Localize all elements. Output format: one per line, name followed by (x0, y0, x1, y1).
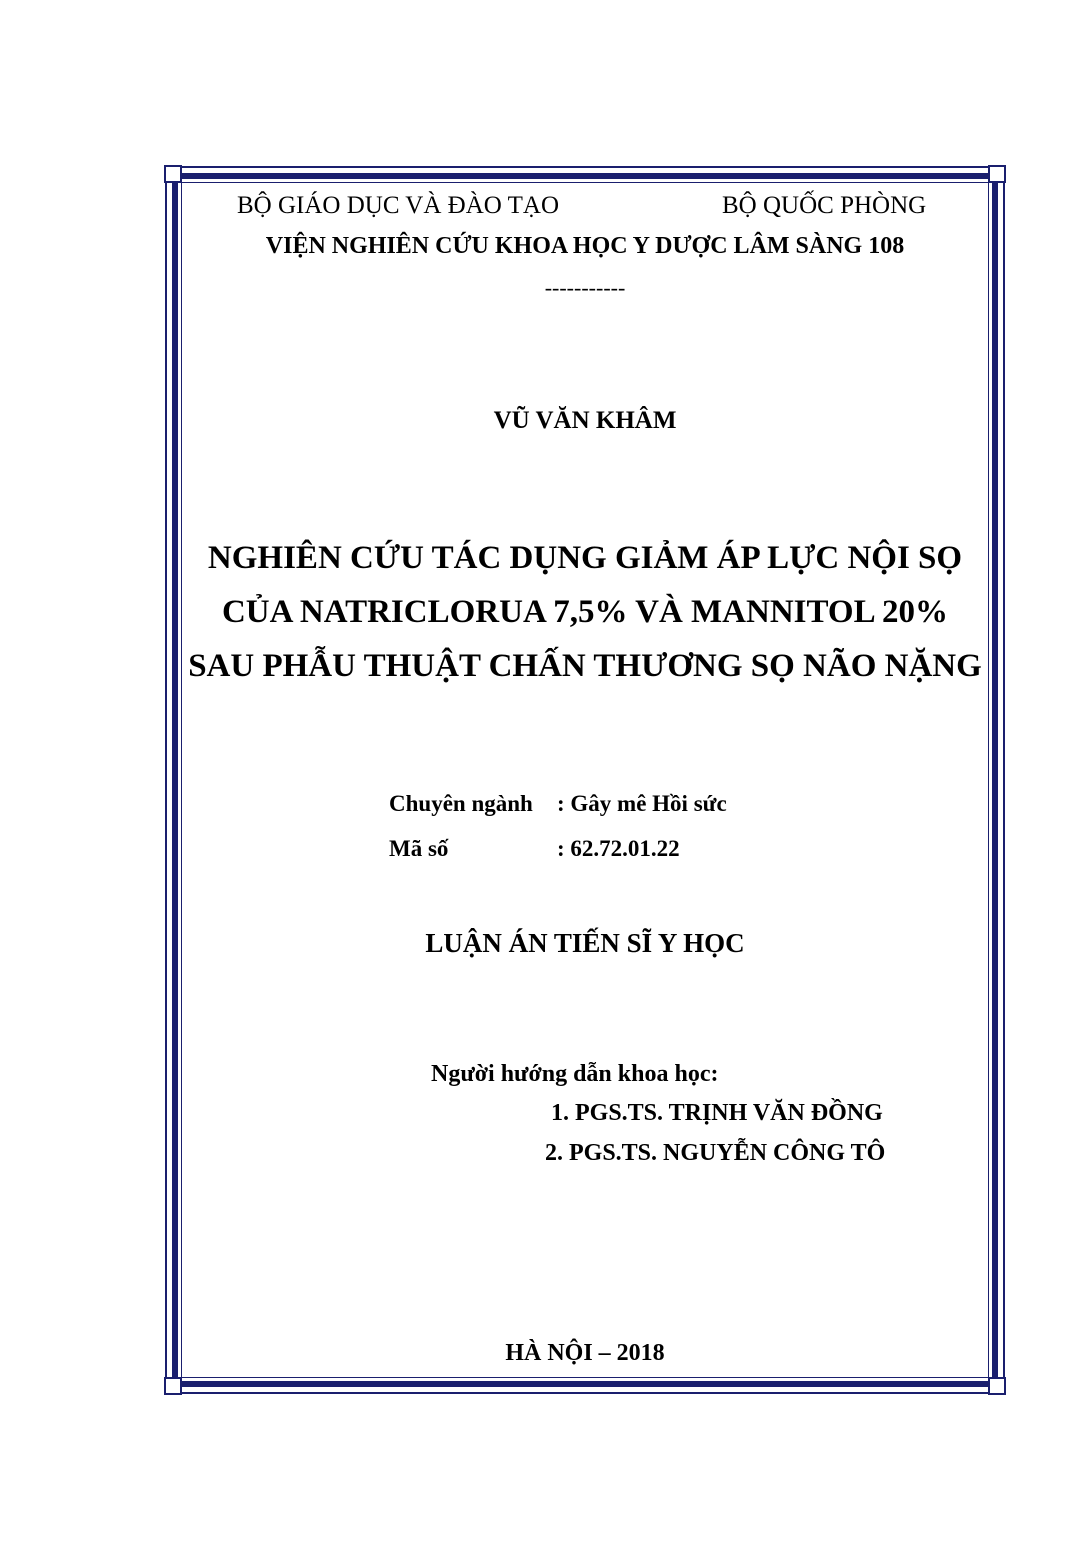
header-separator: ----------- (544, 275, 626, 300)
advisor-item: 1. PGS.TS. TRỊNH VĂN ĐỒNG (551, 1100, 883, 1126)
author-name: VŨ VĂN KHÂM (493, 407, 677, 434)
frame-corner-ornament (164, 165, 182, 183)
degree-title: LUẬN ÁN TIẾN SĨ Y HỌC (425, 928, 745, 958)
ministry-education: BỘ GIÁO DỤC VÀ ĐÀO TẠO (237, 192, 559, 219)
advisor-label: Người hướng dẫn khoa học: (431, 1061, 719, 1087)
frame-corner-ornament (988, 1377, 1006, 1395)
frame-corner-ornament (988, 165, 1006, 183)
specialty-label: Chuyên ngành (389, 791, 533, 816)
specialty-value: : Gây mê Hồi sức (557, 791, 727, 816)
place-year: HÀ NỘI – 2018 (505, 1340, 665, 1366)
thesis-title (181, 531, 989, 693)
border-frame-inner (181, 182, 989, 1378)
ministry-defense: BỘ QUỐC PHÒNG (722, 192, 927, 219)
institute-name: VIỆN NGHIÊN CỨU KHOA HỌC Y DƯỢC LÂM SÀNG 108 (265, 233, 905, 259)
advisor-item: 2. PGS.TS. NGUYỄN CÔNG TÔ (545, 1140, 886, 1166)
title-line: NGHIÊN CỨU TÁC DỤNG GIẢM ÁP LỰC NỘI SỌ (207, 540, 963, 576)
title-line: SAU PHẪU THUẬT CHẤN THƯƠNG SỌ NÃO NẶNG (188, 648, 982, 684)
frame-corner-ornament (164, 1377, 182, 1395)
code-value: : 62.72.01.22 (557, 836, 680, 861)
code-label: Mã số (389, 836, 449, 861)
title-line: CỦA NATRICLORUA 7,5% VÀ MANNITOL 20% (221, 594, 949, 630)
